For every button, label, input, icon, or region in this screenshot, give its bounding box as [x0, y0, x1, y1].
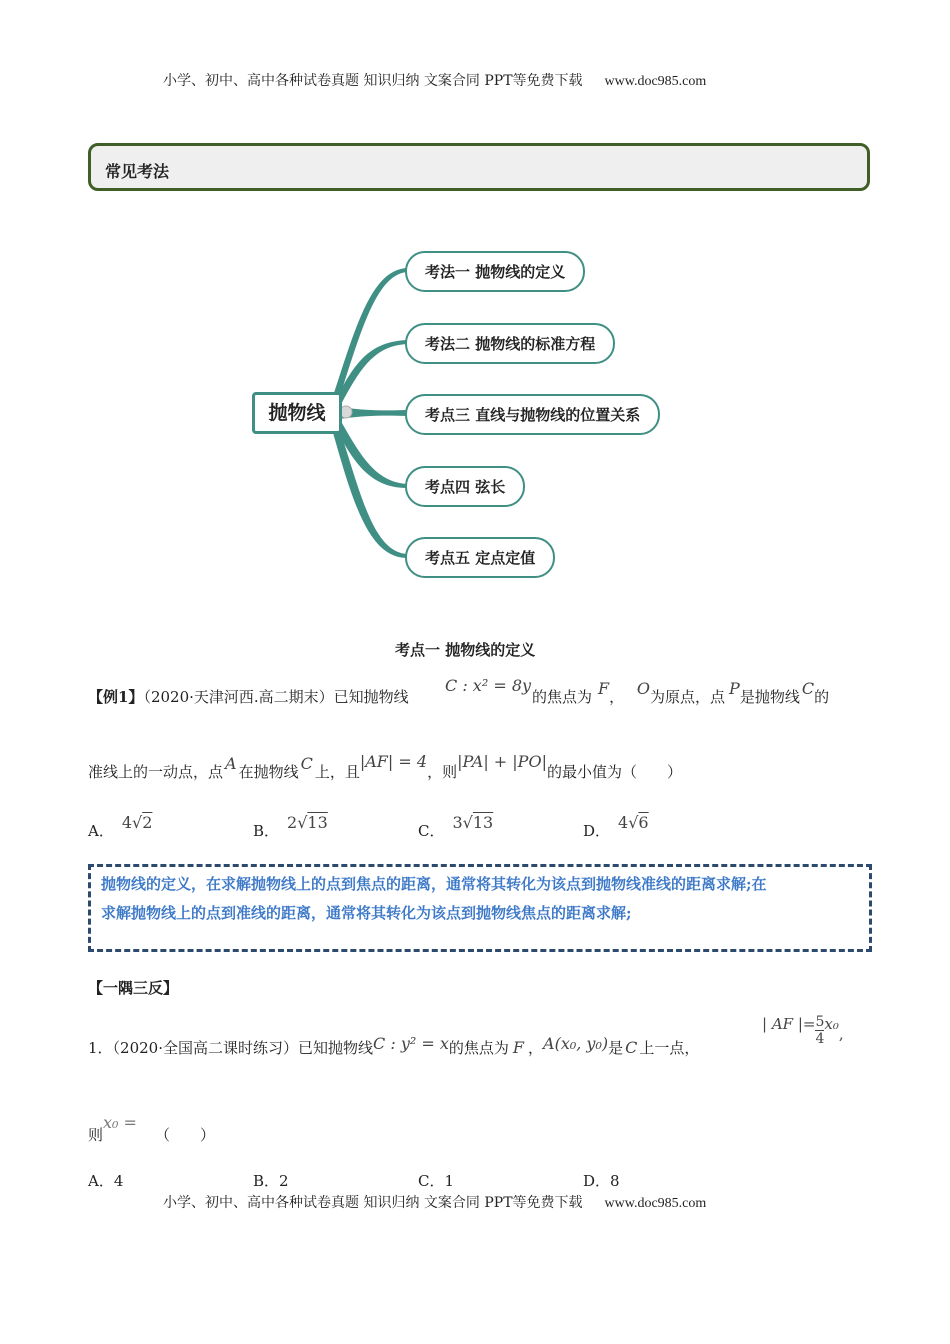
example1-option-c: C． 3√13 — [418, 813, 494, 840]
section-title: 常见考法 — [105, 162, 170, 181]
option-a-rad: 2 — [142, 813, 153, 832]
var-C: C — [801, 679, 815, 698]
mindmap-branch-2: 考法二 抛物线的标准方程 — [405, 323, 615, 364]
q1-var-C: C — [625, 1038, 638, 1057]
q1-option-a: A．4 — [88, 1172, 124, 1190]
footer-site: www.doc985.com — [604, 1196, 707, 1211]
q1-option-d: D．8 — [583, 1172, 620, 1190]
example1-line2-b: 在抛物线 — [238, 763, 299, 781]
option-c-rad: 13 — [472, 813, 494, 832]
option-d-label: D． — [583, 822, 611, 840]
q1-line2 — [88, 1113, 215, 1145]
q1-option-c: C．1 — [418, 1172, 455, 1190]
method-note-box — [88, 864, 872, 952]
q1-text3: 是 — [608, 1039, 624, 1057]
example1-line2-c: 上，且 — [314, 763, 360, 781]
expr-af: |AF| = 4 — [359, 752, 428, 771]
q1-x0: x₀ = — [103, 1113, 137, 1132]
branch-1-connector — [330, 268, 407, 408]
footer-text: 小学、初中、高中各种试卷真题 知识归纳 文案合同 PPT等免费下载 — [163, 1195, 583, 1211]
topic1-heading: 考点一 抛物线的定义 — [395, 641, 536, 659]
header-site: www.doc985.com — [604, 74, 707, 89]
example1-option-a: A． 4√2 — [88, 813, 153, 840]
mindmap-branch-3: 考点三 直线与抛物线的位置关系 — [405, 394, 660, 435]
example1-option-b: B． 2√13 — [253, 813, 328, 840]
branch-5-connector — [330, 418, 407, 558]
q1-af-right: x₀ — [824, 1014, 839, 1033]
option-c-coef: 3 — [452, 813, 463, 832]
var-C-2: C — [300, 754, 313, 773]
option-d-rad: 6 — [638, 813, 649, 832]
q1-text4: 上一点， — [639, 1039, 700, 1057]
mindmap-branch-5: 考点五 定点定值 — [405, 537, 555, 578]
example1-text: 已知抛物线 — [333, 688, 409, 706]
note-line2: 求解抛物线上的点到准线的距离，通常将其转化为该点到抛物线焦点的距离求解; — [101, 904, 632, 922]
var-P: P — [729, 679, 740, 698]
var-O: O — [636, 679, 651, 698]
q1-af-expression: | AF |= $\frac{5}{4}$ x₀, — [762, 1014, 844, 1047]
q1-var-F: F — [512, 1038, 524, 1057]
q1-line1: 1．（2020·全国高二课时练习）已知抛物线C : y² = x的焦点为 F ，A(x₀, y₀)是 C 上一点， — [88, 1034, 700, 1057]
example1-text4: 是抛物线 — [739, 688, 800, 706]
q1-frac-den: 4 — [815, 1031, 825, 1047]
page-footer — [163, 1192, 706, 1212]
mindmap-root: 抛物线 — [252, 392, 342, 434]
q1-frac-num: 5 — [815, 1014, 825, 1030]
practice-heading: 【一隅三反】 — [88, 979, 179, 997]
mindmap-branch-4: 考点四 弦长 — [405, 466, 525, 507]
option-b-coef: 2 — [287, 813, 298, 832]
option-b-label: B． — [253, 822, 280, 840]
option-c-label: C． — [418, 822, 445, 840]
example1-source: （2020·天津河西.高二期末） — [143, 688, 334, 706]
q1-equation: C : y² = x — [373, 1034, 449, 1053]
example1-label: 【例1】 — [88, 688, 144, 706]
q1-number: 1． — [88, 1039, 113, 1057]
example1-origin-text: 为原点，点 — [650, 688, 726, 706]
q1-source: （2020·全国高二课时练习） — [112, 1039, 298, 1057]
example1-focus-text: 的焦点为 — [532, 688, 593, 706]
example1-text5: 的 — [814, 688, 830, 706]
option-b-rad: 13 — [307, 813, 328, 832]
note-line1: 抛物线的定义，在求解抛物线上的点到焦点的距离，通常将其转化为该点到抛物线准线的距离求解;在 — [101, 875, 767, 893]
example1-line2-d: ，则 — [427, 763, 458, 781]
q1-then: 则 — [88, 1126, 104, 1144]
example1-option-d: D． 4√6 — [583, 813, 649, 840]
example1-line2 — [88, 752, 682, 782]
q1-point-a: A(x₀, y₀) — [543, 1034, 609, 1053]
example1-line1 — [88, 686, 409, 707]
var-F: F — [598, 679, 610, 698]
option-d-coef: 4 — [618, 813, 629, 832]
option-a-label: A． — [88, 822, 114, 840]
q1-af-left: | AF |= — [762, 1014, 816, 1033]
example1-line2-a: 准线上的一动点，点 — [88, 763, 224, 781]
example1-equation: C : x² = 8y — [445, 676, 532, 695]
header-text: 小学、初中、高中各种试卷真题 知识归纳 文案合同 PPT等免费下载 — [163, 73, 583, 89]
q1-paren: （ ） — [154, 1126, 215, 1144]
mindmap-branch-1: 考法一 抛物线的定义 — [405, 251, 585, 292]
q1-text2: 的焦点为 — [448, 1039, 509, 1057]
q1-text1: 已知抛物线 — [298, 1039, 374, 1057]
q1-option-b: B．2 — [253, 1172, 289, 1190]
example1-text2: 的焦点为 F， O为原点，点 P是抛物线 C的 — [532, 679, 830, 706]
var-A: A — [225, 754, 237, 773]
example1-line2-e: 的最小值为（ ） — [546, 763, 682, 781]
expr-pa-po: |PA| + |PO| — [457, 752, 547, 771]
option-a-coef: 4 — [121, 813, 133, 832]
